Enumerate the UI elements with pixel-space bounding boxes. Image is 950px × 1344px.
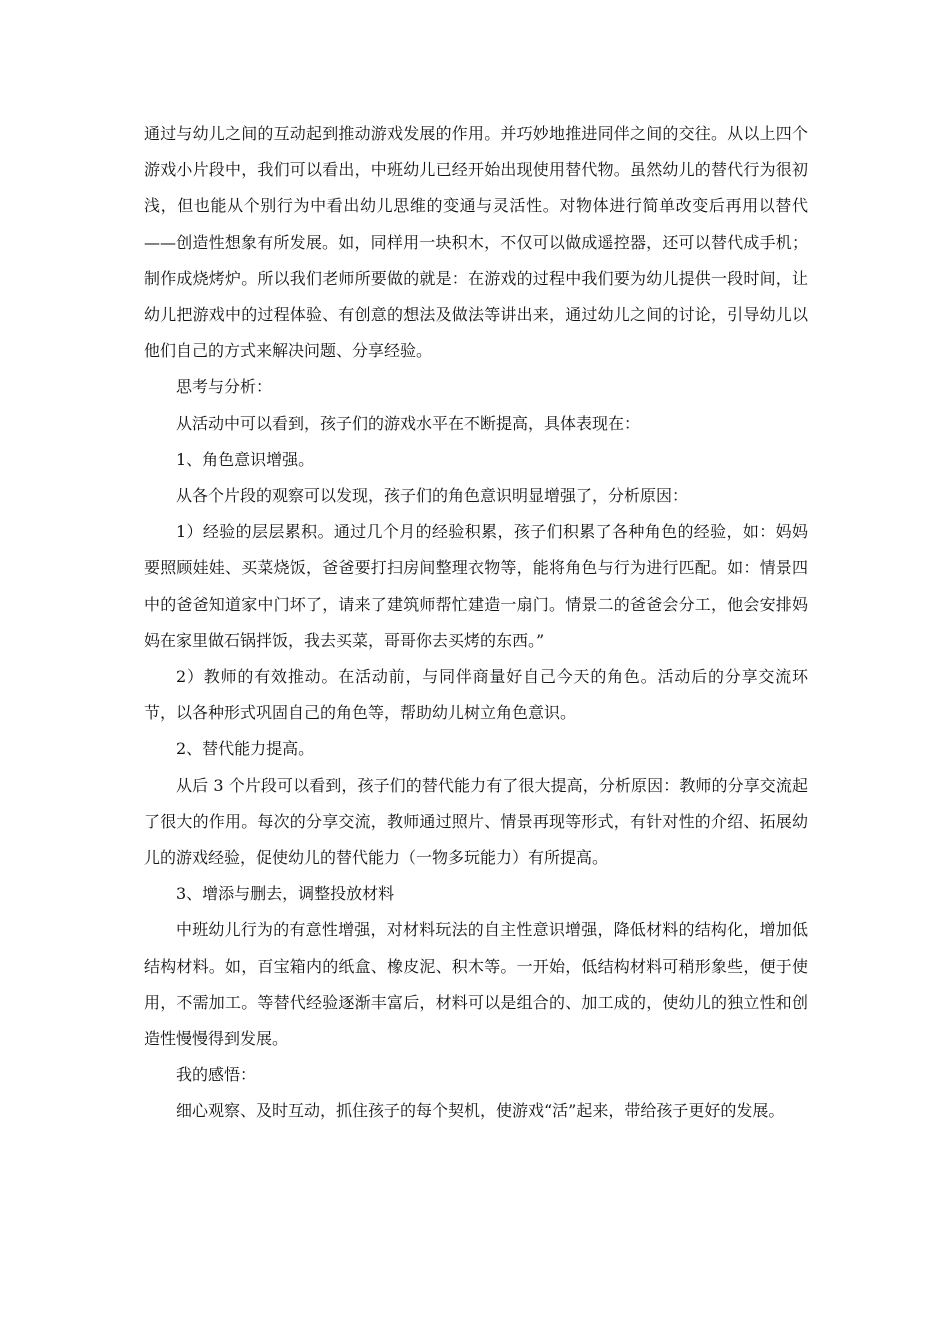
paragraph-heading-thinking-analysis: 思考与分析： — [176, 377, 273, 397]
paragraph: 从后 3 个片段可以看到，孩子们的替代能力有了很大提高，分析原因：教师的分享交流起了很大的作用。每次的分享交流，教师通过照片、情景再现等形式，有针对性的介绍、拓展幼儿的游戏经验，促使幼儿的替代能力（一物多玩能力）有所提高。 — [144, 775, 808, 868]
document-body — [144, 116, 808, 1130]
paragraph: 细心观察、及时互动，抓住孩子的每个契机，使游戏“活”起来，带给孩子更好的发展。 — [176, 1101, 785, 1121]
paragraph-heading-materials: 3、增添与删去，调整投放材料 — [176, 884, 395, 904]
paragraph: 2）教师的有效推动。在活动前，与同伴商量好自己今天的角色。活动后的分享交流环节，以各种形式巩固自己的角色等，帮助幼儿树立角色意识。 — [144, 667, 808, 723]
paragraph-heading-reflection: 我的感悟： — [176, 1065, 257, 1085]
paragraph: 从活动中可以看到，孩子们的游戏水平在不断提高，具体表现在： — [176, 413, 641, 433]
paragraph: 1）经验的层层累积。通过几个月的经验积累，孩子们积累了各种角色的经验，如：妈妈要照顾娃娃、买菜烧饭，爸爸要打扫房间整理衣物等，能将角色与行为进行匹配。如：情景四中的爸爸知道家中门坏了，请来了建筑师帮忙建造一扇门。情景二的爸爸会分工，他会安排妈妈在家里做石锅拌饭，我去买菜，哥哥你去买烤的东西。” — [144, 522, 808, 650]
paragraph-continuation: 通过与幼儿之间的互动起到推动游戏发展的作用。并巧妙地推进同伴之间的交往。从以上四个游戏小片段中，我们可以看出，中班幼儿已经开始出现使用替代物。虽然幼儿的替代行为很初浅，但也能从个别行为中看出幼儿思维的变通与灵活性。对物体进行简单改变后再用以替代——创造性想象有所发展。如，同样用一块积木，不仅可以做成遥控器，还可以替代成手机；制作成烧烤炉。所以我们老师所要做的就是：在游戏的过程中我们要为幼儿提供一段时间，让幼儿把游戏中的过程体验、有创意的想法及做法等讲出来，通过幼儿之间的讨论，引导幼儿以他们自己的方式来解决问题、分享经验。 — [144, 124, 808, 361]
paragraph-heading-substitution-ability: 2、替代能力提高。 — [176, 739, 315, 759]
paragraph: 从各个片段的观察可以发现，孩子们的角色意识明显增强了，分析原因： — [176, 486, 689, 506]
paragraph: 中班幼儿行为的有意性增强，对材料玩法的自主性意识增强，降低材料的结构化，增加低结构材料。如，百宝箱内的纸盒、橡皮泥、积木等。一开始，低结构材料可稍形象些，便于使用，不需加工。等替代经验逐渐丰富后，材料可以是组合的、加工成的，使幼儿的独立性和创造性慢慢得到发展。 — [144, 920, 808, 1049]
paragraph-heading-role-awareness: 1、角色意识增强。 — [176, 449, 315, 469]
